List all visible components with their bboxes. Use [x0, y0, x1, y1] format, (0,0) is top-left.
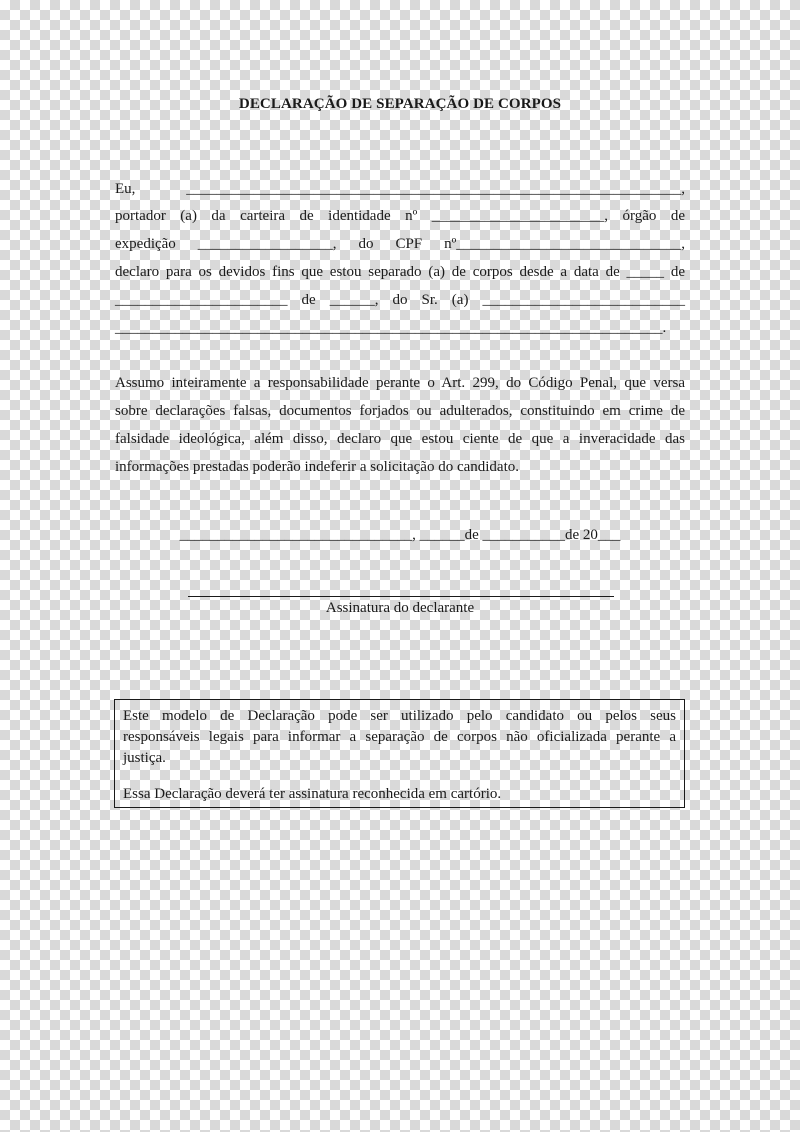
form-line-2: portador (a) da carteira de identidade nº _______________________, órgão de	[115, 208, 685, 224]
paragraph-line-4: informações prestadas poderão indeferir a solicitação do candidato.	[115, 459, 519, 475]
form-line-4: declaro para os devidos fins que estou separado (a) de corpos desde a data de _____ de	[115, 264, 685, 280]
note-line-4: Essa Declaração deverá ter assinatura reconhecida em cartório.	[123, 786, 502, 802]
note-line-1: Este modelo de Declaração pode ser utilizado pelo candidato ou pelos seus	[123, 708, 676, 724]
date-line: _______________________________, ______de ___________de 20___	[179, 527, 621, 543]
form-line-5: _______________________ de ______, do Sr. (a) ___________________________	[115, 292, 685, 308]
paragraph-line-2: sobre declarações falsas, documentos forjados ou adulterados, constituindo em crime de	[115, 403, 685, 419]
document-title: DECLARAÇÃO DE SEPARAÇÃO DE CORPOS	[238, 96, 562, 112]
paragraph-line-3: falsidade ideológica, além disso, declaro que estou ciente de que a inveracidade das	[115, 431, 685, 447]
form-line-3: expedição __________________, do CPF nº______________________________,	[115, 236, 685, 252]
signature-line	[188, 596, 614, 597]
form-line-6: _________________________________________________________________________.	[115, 320, 667, 336]
form-line-1: Eu, __________________________________________________________________,	[115, 181, 685, 197]
note-line-2: responsáveis legais para informar a separação de corpos não oficializada perante a	[123, 729, 676, 745]
note-line-3: justiça.	[123, 750, 166, 766]
signature-label: Assinatura do declarante	[325, 600, 475, 616]
paragraph-line-1: Assumo inteiramente a responsabilidade perante o Art. 299, do Código Penal, que versa	[115, 375, 685, 391]
